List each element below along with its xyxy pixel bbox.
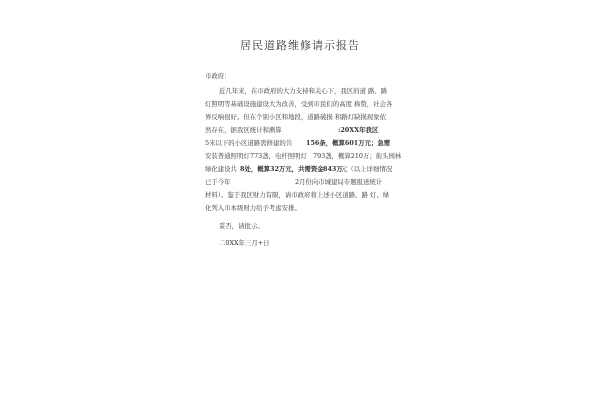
salutation: 市政府： [205, 72, 231, 80]
body-line-5b: 156条，概算601万元；急需 [306, 139, 391, 147]
body-line-10: 化列入市本级财力给予考虑安排。 [205, 204, 301, 212]
body-line-7c: 843万 [323, 165, 343, 173]
body-line-6b: 773盏，电杆照明灯 [250, 152, 307, 160]
body-line-7b: 8处，概算32万元，共需资金 [240, 165, 324, 173]
body-line-5a: 5米以下的小区道路需修建的共 [205, 139, 293, 147]
body-line-9: 材料）。鉴于我区财力有限，请市政府将上述小区道路、路 灯、绿 [205, 191, 390, 199]
body-line-4: 然存在，据我区统计和测算 [205, 126, 282, 134]
body-line-4-stat: :20XX年我区 [338, 126, 379, 134]
body-line-8a: 已于今年 [205, 178, 231, 186]
closing-line: 妥否，请批示。 [219, 222, 264, 230]
body-line-8b: 2月份向市城建局专题报送统计 [295, 178, 383, 186]
body-line-6a: 安装普通照明灯 [205, 152, 250, 160]
body-line-6c: 793盏，概算210万；街头园林 [313, 152, 402, 160]
page-title: 居民道路维修请示报告 [240, 39, 360, 52]
body-line-3: 界反响很好。但在个别小区和地段，道路破损 和路灯缺损现象依 [205, 113, 386, 121]
body-line-1: 近几年来，在市政府的大力支持和关心下，我区的道 路、路 [219, 87, 388, 95]
body-line-2: 灯照明等基础设施建设大为改善，受到市民们的高度 称赞，社会各 [205, 100, 393, 108]
body-line-7a: 绿化建设共 [205, 165, 237, 173]
date-line: 二0XX年三月+日 [219, 239, 270, 247]
body-line-7d: 元（以上详细情况 [341, 165, 393, 173]
